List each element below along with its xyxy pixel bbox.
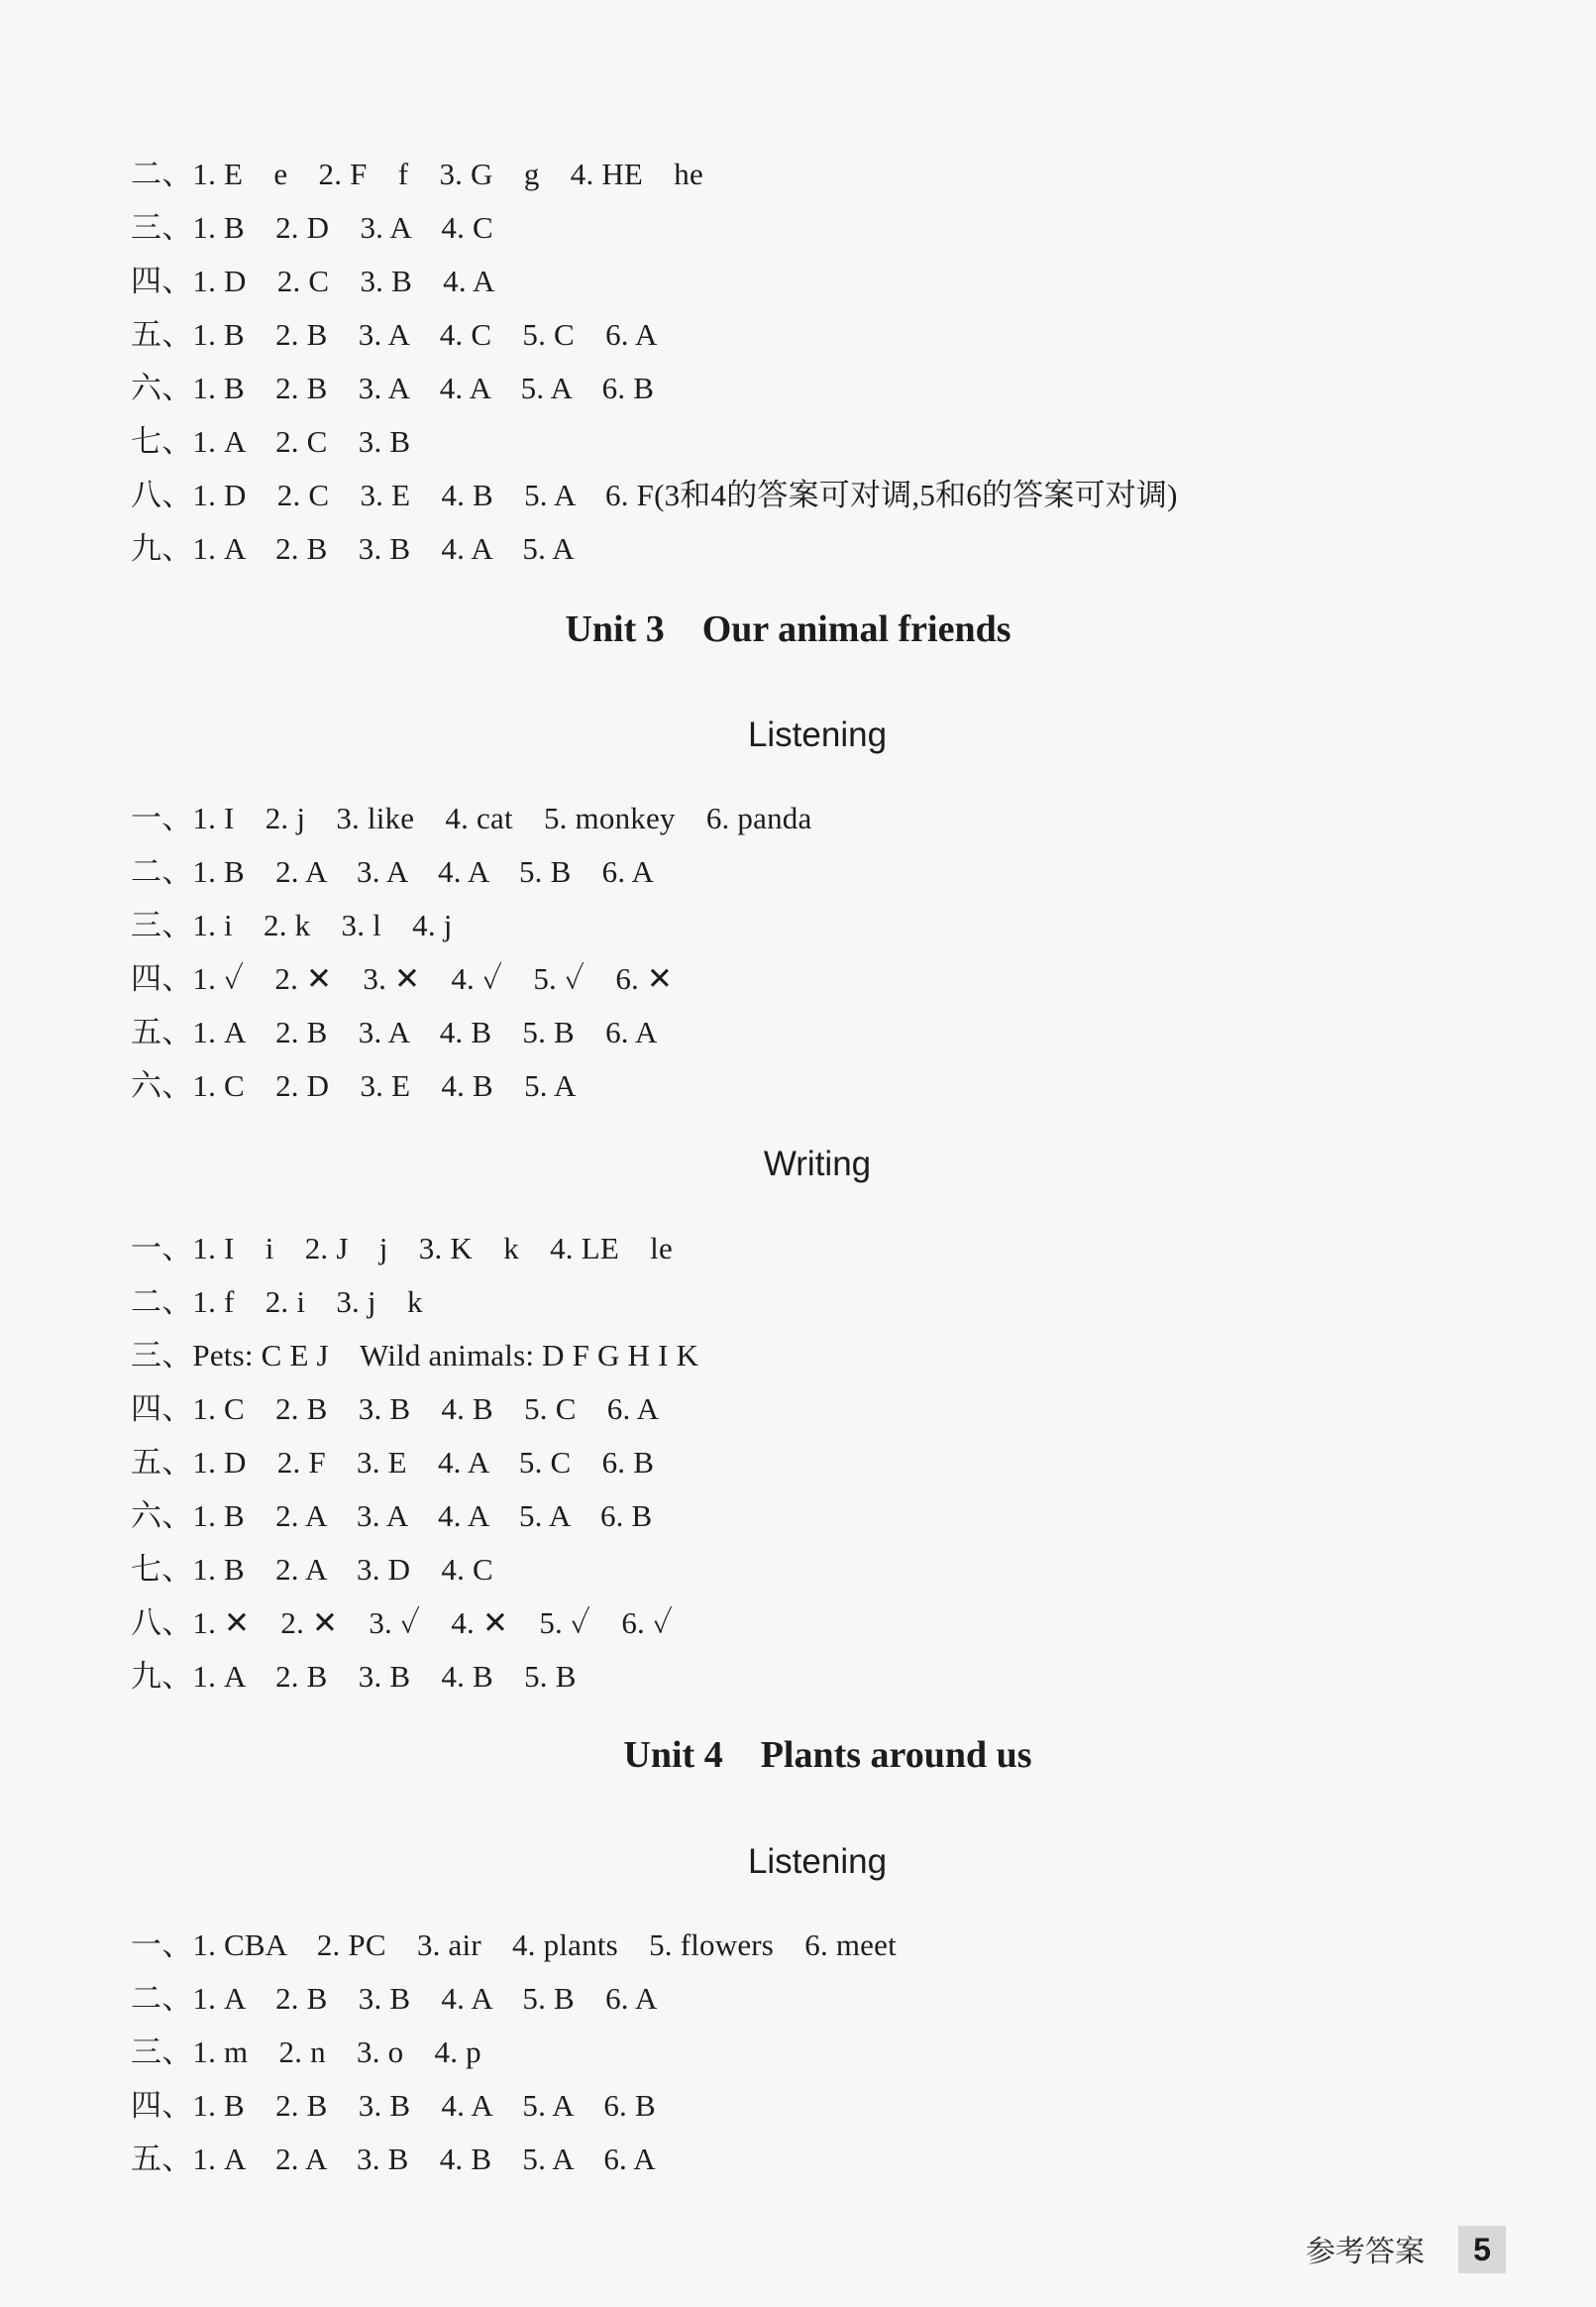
section-heading-writing: Writing — [763, 1145, 872, 1183]
answer-line: 五、1. A 2. A 3. B 4. B 5. A 6. A — [131, 2142, 656, 2176]
answer-line: 四、1. C 2. B 3. B 4. B 5. C 6. A — [131, 1391, 660, 1426]
unit-title: Unit 3 Our animal friends — [565, 608, 1011, 650]
answer-line: 四、1. D 2. C 3. B 4. A — [131, 264, 495, 298]
answer-line: 八、1. D 2. C 3. E 4. B 5. A 6. F(3和4的答案可对调,5和6的答案可对调) — [131, 478, 1178, 512]
unit-title: Unit 4 Plants around us — [623, 1734, 1032, 1776]
answer-line: 二、1. A 2. B 3. B 4. A 5. B 6. A — [131, 1981, 658, 2016]
answer-line: 一、1. I i 2. J j 3. K k 4. LE le — [131, 1231, 673, 1265]
answer-line: 五、1. D 2. F 3. E 4. A 5. C 6. B — [131, 1445, 655, 1480]
answer-line: 九、1. A 2. B 3. B 4. A 5. A — [131, 531, 575, 566]
answer-line: 二、1. f 2. i 3. j k — [131, 1284, 423, 1319]
answer-line: 六、1. B 2. B 3. A 4. A 5. A 6. B — [131, 371, 655, 405]
answer-line: 二、1. E e 2. F f 3. G g 4. HE he — [131, 157, 703, 191]
section-heading-listening: Listening — [747, 1842, 888, 1881]
answer-line: 五、1. B 2. B 3. A 4. C 5. C 6. A — [131, 317, 658, 352]
answer-line: 三、Pets: C E J Wild animals: D F G H I K — [131, 1338, 699, 1373]
answer-line: 七、1. A 2. C 3. B — [131, 424, 411, 459]
answer-line: 四、1. ✓ 2. ✕ 3. ✕ 4. ✓ 5. ✓ 6. ✕ — [131, 961, 674, 996]
answer-line: 九、1. A 2. B 3. B 4. B 5. B — [131, 1659, 577, 1694]
answer-line: 四、1. B 2. B 3. B 4. A 5. A 6. B — [131, 2088, 656, 2123]
answer-line: 三、1. B 2. D 3. A 4. C — [131, 210, 493, 245]
answer-line: 二、1. B 2. A 3. A 4. A 5. B 6. A — [131, 854, 655, 889]
section-heading-listening: Listening — [747, 715, 888, 754]
footer-label: 参考答案 — [1306, 2235, 1425, 2269]
answer-line: 八、1. ✕ 2. ✕ 3. ✓ 4. ✕ 5. ✓ 6. ✓ — [131, 1605, 674, 1640]
answer-line: 一、1. I 2. j 3. like 4. cat 5. monkey 6. panda — [131, 801, 812, 835]
page-number: 5 — [1458, 2226, 1506, 2273]
answer-line: 三、1. m 2. n 3. o 4. p — [131, 2034, 481, 2069]
answer-line: 七、1. B 2. A 3. D 4. C — [131, 1552, 493, 1587]
answer-line: 三、1. i 2. k 3. l 4. j — [131, 908, 453, 942]
answer-line: 六、1. B 2. A 3. A 4. A 5. A 6. B — [131, 1498, 653, 1533]
answer-line: 六、1. C 2. D 3. E 4. B 5. A — [131, 1068, 577, 1103]
answer-line: 一、1. CBA 2. PC 3. air 4. plants 5. flowers 6. meet — [131, 1927, 897, 1962]
answer-line: 五、1. A 2. B 3. A 4. B 5. B 6. A — [131, 1015, 658, 1049]
